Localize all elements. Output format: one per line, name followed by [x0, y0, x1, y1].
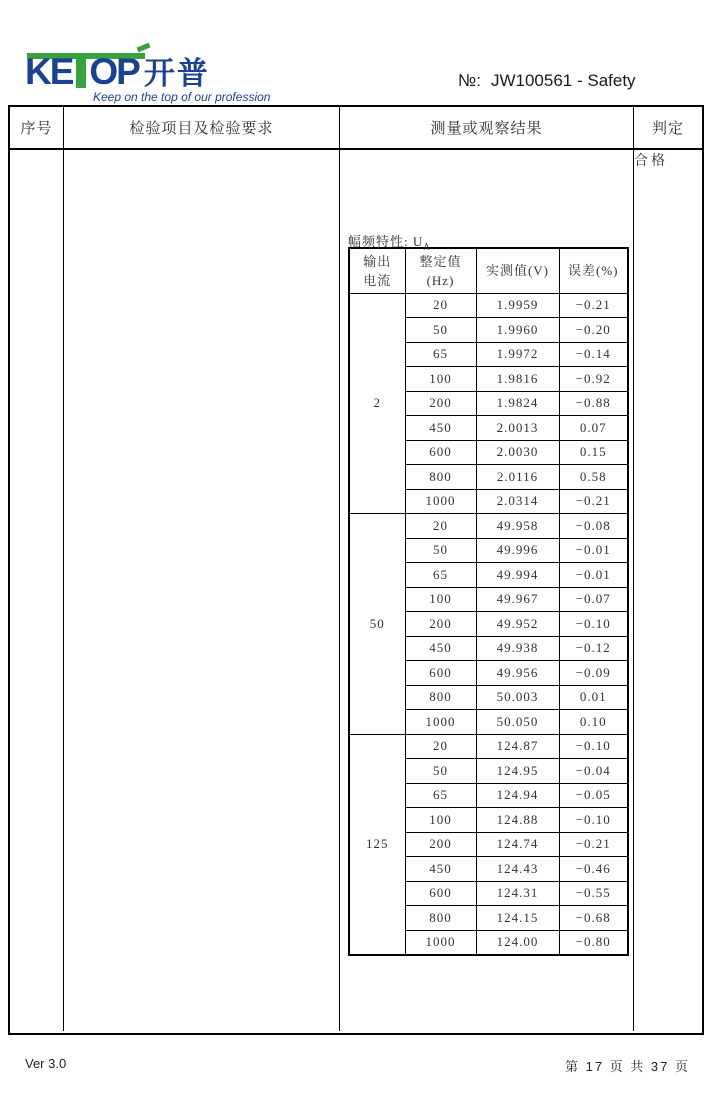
- measured-cell: 124.15: [476, 906, 559, 931]
- col-header-error-pct: 误差(%): [559, 248, 628, 293]
- report-table-header-row: [10, 107, 702, 150]
- measurement-table: [348, 247, 629, 956]
- setpoint-cell: 50: [405, 538, 476, 563]
- ketop-logo: [25, 44, 275, 102]
- report-table-body-row: [10, 150, 702, 1031]
- result-title: [348, 231, 633, 252]
- result-title-subscript: A: [423, 241, 431, 252]
- logo-wordmark: [25, 44, 210, 92]
- measured-cell: 124.88: [476, 808, 559, 833]
- setpoint-cell: 800: [405, 465, 476, 490]
- inspection-item-cell: [64, 150, 340, 1031]
- serial-number-cell: [10, 150, 64, 1031]
- setpoint-cell: 600: [405, 881, 476, 906]
- header-measurement-result: 测量或观察结果: [340, 107, 634, 148]
- error-cell: −0.01: [559, 563, 628, 588]
- setpoint-cell: 20: [405, 514, 476, 539]
- error-cell: −0.05: [559, 783, 628, 808]
- output-current-cell: 50: [349, 514, 405, 735]
- col-header-setpoint-hz: 整定值 (Hz): [405, 248, 476, 293]
- error-cell: −0.21: [559, 832, 628, 857]
- version-label: Ver 3.0: [25, 1056, 67, 1071]
- error-cell: −0.08: [559, 514, 628, 539]
- document-number-label: №:: [458, 71, 481, 90]
- setpoint-cell: 20: [405, 293, 476, 318]
- error-cell: −0.21: [559, 293, 628, 318]
- setpoint-cell: 50: [405, 759, 476, 784]
- setpoint-cell: 1000: [405, 710, 476, 735]
- measured-cell: 49.958: [476, 514, 559, 539]
- measured-cell: 124.94: [476, 783, 559, 808]
- setpoint-cell: 50: [405, 318, 476, 343]
- setpoint-cell: 20: [405, 734, 476, 759]
- setpoint-cell: 65: [405, 563, 476, 588]
- measured-cell: 124.31: [476, 881, 559, 906]
- error-cell: −0.88: [559, 391, 628, 416]
- setpoint-cell: 800: [405, 685, 476, 710]
- measured-cell: 124.95: [476, 759, 559, 784]
- measured-cell: 2.0314: [476, 489, 559, 514]
- error-cell: −0.01: [559, 538, 628, 563]
- header-verdict: 判定: [651, 121, 684, 137]
- logo-text-ke: KE: [25, 51, 73, 92]
- error-cell: −0.07: [559, 587, 628, 612]
- setpoint-cell: 100: [405, 367, 476, 392]
- error-cell: −0.12: [559, 636, 628, 661]
- setpoint-cell: 200: [405, 832, 476, 857]
- table-row: [349, 514, 628, 539]
- measured-cell: 1.9816: [476, 367, 559, 392]
- error-cell: −0.14: [559, 342, 628, 367]
- header-serial-number: 序号: [10, 107, 64, 148]
- result-title-text: 幅频特性: U: [348, 234, 424, 249]
- setpoint-cell: 600: [405, 440, 476, 465]
- measured-cell: 50.050: [476, 710, 559, 735]
- output-current-cell: 125: [349, 734, 405, 955]
- error-cell: −0.09: [559, 661, 628, 686]
- setpoint-cell: 450: [405, 636, 476, 661]
- measured-cell: 49.996: [476, 538, 559, 563]
- verdict-text: 合格: [634, 154, 668, 169]
- measured-cell: 2.0013: [476, 416, 559, 441]
- document-number: [458, 71, 636, 91]
- error-cell: −0.92: [559, 367, 628, 392]
- setpoint-cell: 200: [405, 391, 476, 416]
- setpoint-cell: 450: [405, 416, 476, 441]
- measured-cell: 2.0030: [476, 440, 559, 465]
- page-number: 第 17 页 共 37 页: [565, 1059, 690, 1074]
- setpoint-cell: 100: [405, 587, 476, 612]
- error-cell: −0.10: [559, 612, 628, 637]
- measured-cell: 1.9959: [476, 293, 559, 318]
- setpoint-cell: 65: [405, 342, 476, 367]
- verdict-cell: [634, 150, 702, 1031]
- measured-cell: 49.967: [476, 587, 559, 612]
- error-cell: 0.15: [559, 440, 628, 465]
- measured-cell: 124.74: [476, 832, 559, 857]
- error-cell: −0.80: [559, 930, 628, 955]
- setpoint-cell: 200: [405, 612, 476, 637]
- header-inspection-item: 检验项目及检验要求: [64, 107, 340, 148]
- output-current-cell: 2: [349, 293, 405, 514]
- error-cell: −0.20: [559, 318, 628, 343]
- error-cell: 0.10: [559, 710, 628, 735]
- measurement-result-cell: [340, 150, 634, 1031]
- error-cell: −0.68: [559, 906, 628, 931]
- document-number-value: JW100561 - Safety: [490, 71, 636, 90]
- report-table: [8, 105, 704, 1035]
- result-area: [340, 150, 633, 956]
- table-row: [349, 734, 628, 759]
- col-header-measured-v: 实测值(V): [476, 248, 559, 293]
- measured-cell: 49.938: [476, 636, 559, 661]
- error-cell: −0.10: [559, 734, 628, 759]
- measurement-table-header-row: [349, 248, 628, 293]
- logo-t-stem: [76, 57, 86, 88]
- error-cell: −0.10: [559, 808, 628, 833]
- measured-cell: 50.003: [476, 685, 559, 710]
- measured-cell: 1.9824: [476, 391, 559, 416]
- setpoint-cell: 100: [405, 808, 476, 833]
- error-cell: 0.58: [559, 465, 628, 490]
- measured-cell: 49.952: [476, 612, 559, 637]
- setpoint-cell: 600: [405, 661, 476, 686]
- logo-text-op: OP: [89, 51, 139, 92]
- measured-cell: 1.9972: [476, 342, 559, 367]
- setpoint-cell: 1000: [405, 489, 476, 514]
- col-header-output-current: 输出 电流: [349, 248, 405, 293]
- measured-cell: 2.0116: [476, 465, 559, 490]
- error-cell: −0.55: [559, 881, 628, 906]
- error-cell: −0.04: [559, 759, 628, 784]
- measured-cell: 1.9960: [476, 318, 559, 343]
- table-row: [349, 293, 628, 318]
- logo-text-chinese: 开普: [143, 56, 210, 91]
- error-cell: −0.46: [559, 857, 628, 882]
- setpoint-cell: 1000: [405, 930, 476, 955]
- logo-tagline: Keep on the top of our profession: [93, 90, 271, 104]
- setpoint-cell: 450: [405, 857, 476, 882]
- setpoint-cell: 800: [405, 906, 476, 931]
- setpoint-cell: 65: [405, 783, 476, 808]
- measured-cell: 124.00: [476, 930, 559, 955]
- error-cell: −0.21: [559, 489, 628, 514]
- measured-cell: 124.87: [476, 734, 559, 759]
- measured-cell: 49.956: [476, 661, 559, 686]
- measured-cell: 49.994: [476, 563, 559, 588]
- error-cell: 0.01: [559, 685, 628, 710]
- error-cell: 0.07: [559, 416, 628, 441]
- measurement-table-body: [349, 293, 628, 955]
- measured-cell: 124.43: [476, 857, 559, 882]
